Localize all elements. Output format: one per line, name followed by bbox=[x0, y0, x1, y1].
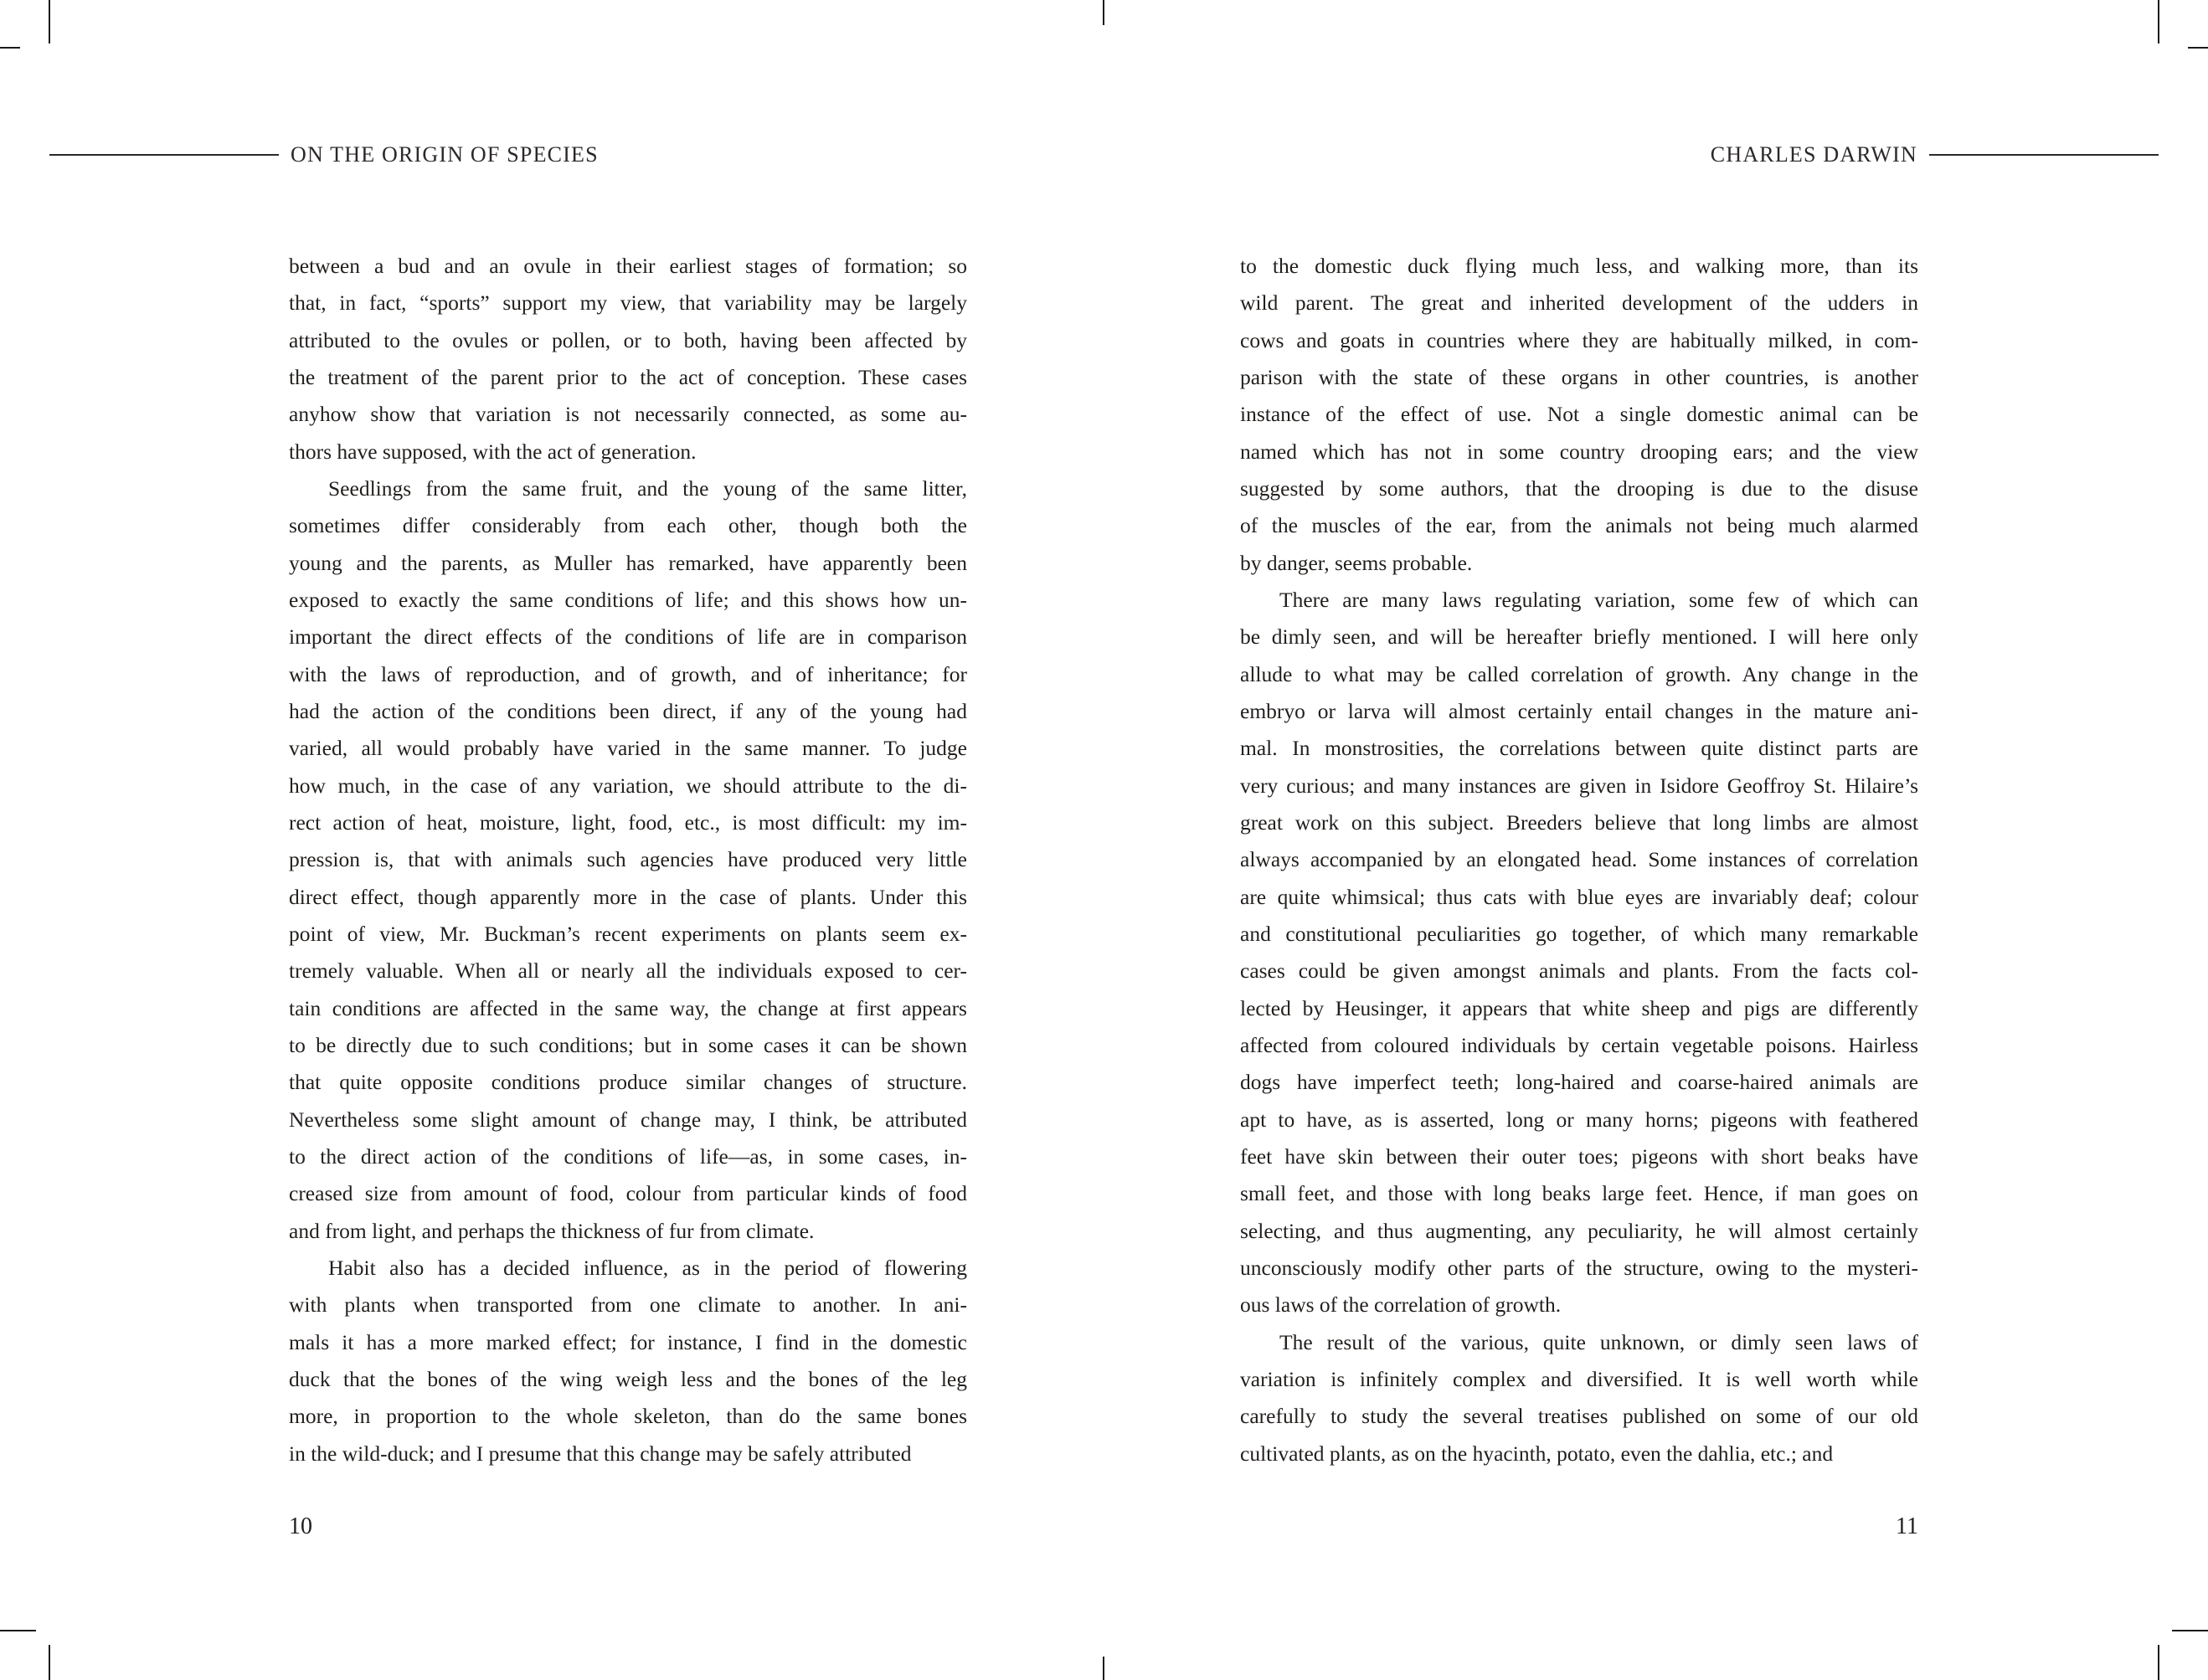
text-line: of the muscles of the ear, from the animals not being much alarmed bbox=[1240, 513, 1918, 538]
text-line: There are many laws regulating variation, some few of which can bbox=[1279, 587, 1918, 612]
text-line: to the domestic duck flying much less, and walking more, than its bbox=[1240, 254, 1918, 278]
text-line: that quite opposite conditions produce similar changes of structure. bbox=[289, 1070, 967, 1095]
text-line: rect action of heat, moisture, light, food, etc., is most difficult: my im- bbox=[289, 809, 967, 835]
text-line: sometimes differ considerably from each other, though both the bbox=[289, 513, 967, 538]
text-line: Nevertheless some slight amount of change may, I think, be attributed bbox=[289, 1107, 967, 1132]
text-line: in the wild-duck; and I presume that this change may be safely attributed bbox=[289, 1441, 912, 1466]
page-number-right: 11 bbox=[1896, 1513, 1918, 1539]
text-line: embryo or larva will almost certainly entail changes in the mature ani- bbox=[1240, 698, 1918, 723]
text-line: the treatment of the parent prior to the act of conception. These cases bbox=[289, 364, 967, 389]
text-line: mals it has a more marked effect; for instance, I find in the domestic bbox=[289, 1329, 967, 1354]
crop-mark-top-center-vertical bbox=[1103, 0, 1104, 25]
text-line: Habit also has a decided influence, as in the period of flowering bbox=[328, 1255, 967, 1280]
text-line: great work on this subject. Breeders believe that long limbs are almost bbox=[1240, 809, 1918, 835]
crop-mark-bottom-left-vertical bbox=[49, 1645, 50, 1680]
crop-mark-top-right-vertical bbox=[2158, 0, 2159, 44]
text-line: cows and goats in countries where they are habitually milked, in com- bbox=[1240, 327, 1918, 352]
crop-mark-bottom-right-horizontal bbox=[2172, 1630, 2208, 1631]
crop-mark-top-left-horizontal bbox=[0, 47, 20, 49]
text-line: cases could be given amongst animals and plants. From the facts col- bbox=[1240, 958, 1918, 984]
text-line: allude to what may be called correlation of growth. Any change in the bbox=[1240, 661, 1918, 686]
text-line: more, in proportion to the whole skeleton, than do the same bones bbox=[289, 1404, 967, 1429]
text-line: ous laws of the correlation of growth. bbox=[1240, 1292, 1562, 1318]
left-column bbox=[289, 248, 967, 1472]
text-line: instance of the effect of use. Not a single domestic animal can be bbox=[1240, 402, 1918, 427]
text-line: and constitutional peculiarities go together, of which many remarkable bbox=[1240, 921, 1918, 946]
text-line: how much, in the case of any variation, we should attribute to the di- bbox=[289, 773, 967, 798]
crop-mark-bottom-left-horizontal bbox=[0, 1630, 36, 1631]
crop-mark-top-left-vertical bbox=[49, 0, 50, 44]
text-line: Seedlings from the same fruit, and the young of the same litter, bbox=[328, 475, 967, 501]
text-line: creased size from amount of food, colour from particular kinds of food bbox=[289, 1181, 967, 1206]
text-line: had the action of the conditions been direct, if any of the young had bbox=[289, 698, 967, 723]
text-line: to be directly due to such conditions; but in some cases it can be shown bbox=[289, 1032, 967, 1057]
text-line: important the direct effects of the conditions of life are in comparison bbox=[289, 624, 967, 650]
running-head-right: CHARLES DARWIN bbox=[1710, 142, 1917, 167]
text-line: lected by Heusinger, it appears that white sheep and pigs are differently bbox=[1240, 995, 1918, 1020]
text-line: named which has not in some country drooping ears; and the view bbox=[1240, 439, 1918, 464]
text-line: mal. In monstrosities, the correlations between quite distinct parts are bbox=[1240, 736, 1918, 761]
text-line: anyhow show that variation is not necessarily connected, as some au- bbox=[289, 402, 967, 427]
text-line: affected from coloured individuals by certain vegetable poisons. Hairless bbox=[1240, 1032, 1918, 1057]
text-line: wild parent. The great and inherited development of the udders in bbox=[1240, 290, 1918, 316]
text-line: point of view, Mr. Buckman’s recent experiments on plants seem ex- bbox=[289, 921, 967, 946]
text-line: very curious; and many instances are given in Isidore Geoffroy St. Hilaire’s bbox=[1240, 773, 1918, 798]
text-line: apt to have, as is asserted, long or many horns; pigeons with feathered bbox=[1240, 1107, 1918, 1132]
text-line: exposed to exactly the same conditions of life; and this shows how un- bbox=[289, 587, 967, 612]
text-line: be dimly seen, and will be hereafter briefly mentioned. I will here only bbox=[1240, 624, 1918, 650]
text-line: always accompanied by an elongated head. Some instances of correlation bbox=[1240, 847, 1918, 872]
crop-mark-bottom-right-vertical bbox=[2158, 1645, 2159, 1680]
text-line: parison with the state of these organs in other countries, is another bbox=[1240, 364, 1918, 389]
page-number-left: 10 bbox=[289, 1513, 312, 1539]
text-line: suggested by some authors, that the drooping is due to the disuse bbox=[1240, 475, 1918, 501]
text-line: duck that the bones of the wing weigh less and the bones of the leg bbox=[289, 1366, 967, 1391]
text-line: young and the parents, as Muller has remarked, have apparently been bbox=[289, 550, 967, 575]
text-line: pression is, that with animals such agencies have produced very little bbox=[289, 847, 967, 872]
text-line: between a bud and an ovule in their earliest stages of formation; so bbox=[289, 254, 967, 278]
text-line: The result of the various, quite unknown, or dimly seen laws of bbox=[1279, 1329, 1918, 1354]
text-line: tremely valuable. When all or nearly all the individuals exposed to cer- bbox=[289, 958, 967, 984]
text-line: that, in fact, “sports” support my view, that variability may be largely bbox=[289, 290, 967, 316]
text-line: selecting, and thus augmenting, any peculiarity, he will almost certainly bbox=[1240, 1218, 1918, 1243]
text-line: carefully to study the several treatises published on some of our old bbox=[1240, 1404, 1918, 1429]
running-head-rule-left bbox=[49, 154, 279, 156]
running-head-rule-right bbox=[1929, 154, 2159, 156]
text-line: by danger, seems probable. bbox=[1240, 550, 1473, 575]
text-line: varied, all would probably have varied in the same manner. To judge bbox=[289, 736, 967, 761]
text-line: with the laws of reproduction, and of growth, and of inheritance; for bbox=[289, 661, 967, 686]
text-line: tain conditions are affected in the same way, the change at first appears bbox=[289, 995, 967, 1020]
running-head-left: ON THE ORIGIN OF SPECIES bbox=[291, 142, 599, 167]
text-line: with plants when transported from one climate to another. In ani- bbox=[289, 1292, 967, 1318]
text-line: direct effect, though apparently more in the case of plants. Under this bbox=[289, 884, 967, 909]
text-line: dogs have imperfect teeth; long-haired and coarse-haired animals are bbox=[1240, 1070, 1918, 1095]
text-line: unconsciously modify other parts of the structure, owing to the mysteri- bbox=[1240, 1255, 1918, 1280]
text-line: attributed to the ovules or pollen, or to both, having been affected by bbox=[289, 327, 967, 352]
text-line: feet have skin between their outer toes; pigeons with short beaks have bbox=[1240, 1143, 1918, 1169]
text-line: and from light, and perhaps the thickness of fur from climate. bbox=[289, 1218, 815, 1243]
text-line: to the direct action of the conditions of life—as, in some cases, in- bbox=[289, 1143, 967, 1169]
text-line: variation is infinitely complex and diversified. It is well worth while bbox=[1240, 1366, 1918, 1391]
crop-mark-bottom-center-vertical bbox=[1103, 1657, 1104, 1680]
right-column bbox=[1240, 248, 1918, 1472]
text-line: are quite whimsical; thus cats with blue eyes are invariably deaf; colour bbox=[1240, 884, 1918, 909]
text-line: thors have supposed, with the act of generation. bbox=[289, 439, 697, 464]
text-line: small feet, and those with long beaks large feet. Hence, if man goes on bbox=[1240, 1181, 1918, 1206]
crop-mark-top-right-horizontal bbox=[2188, 47, 2208, 49]
text-line: cultivated plants, as on the hyacinth, potato, even the dahlia, etc.; and bbox=[1240, 1441, 1834, 1466]
